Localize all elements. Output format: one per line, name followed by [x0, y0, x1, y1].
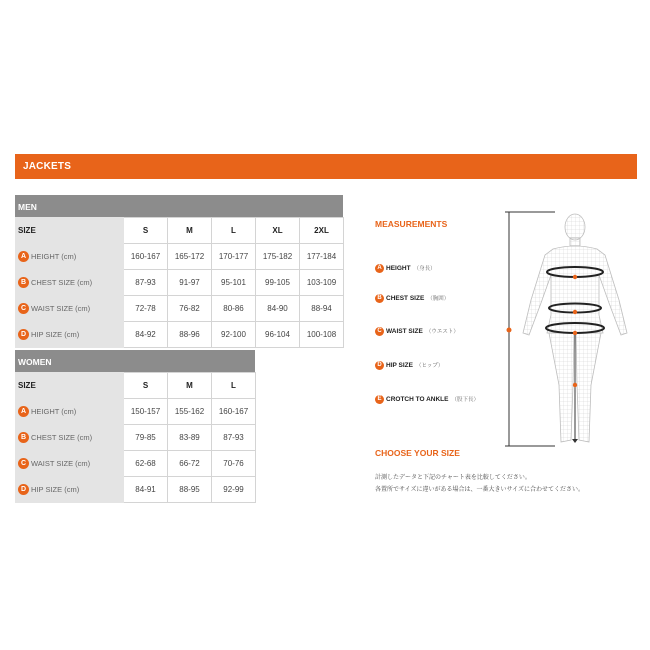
table-cell: 66-72 — [168, 451, 212, 477]
table-cell: 84-90 — [256, 296, 300, 322]
table-cell: 79-85 — [124, 425, 168, 451]
table-cell: 76-82 — [168, 296, 212, 322]
women-size-heading: SIZE — [16, 373, 124, 399]
measurement-badge: B — [375, 294, 384, 303]
women-row-label — [16, 477, 124, 503]
men-row-label — [16, 296, 124, 322]
measurement-badge: D — [375, 361, 384, 370]
choose-note-1: 計測したデータと下記のチャート表を比較してください。 — [375, 475, 531, 481]
table-row — [16, 296, 344, 322]
measurements-title: MEASUREMENTS — [375, 219, 448, 229]
legend-jp-label: （ヒップ） — [415, 363, 444, 370]
table-cell: 150-157 — [124, 399, 168, 425]
measurement-label: HIP SIZE (cm) — [31, 485, 80, 494]
men-row-label — [16, 322, 124, 348]
table-cell: 92-99 — [212, 477, 256, 503]
men-row-label — [16, 244, 124, 270]
table-cell: 83-89 — [168, 425, 212, 451]
table-cell: 84-92 — [124, 322, 168, 348]
measurement-badge: A — [18, 251, 29, 262]
men-size-table — [15, 217, 344, 348]
table-cell: 88-95 — [168, 477, 212, 503]
legend-item — [375, 361, 443, 370]
banner-title: JACKETS — [23, 161, 72, 172]
table-cell: 87-93 — [212, 425, 256, 451]
table-cell: 165-172 — [168, 244, 212, 270]
table-row — [16, 477, 256, 503]
table-cell: 80-86 — [212, 296, 256, 322]
table-cell: 103-109 — [300, 270, 344, 296]
legend-label: CROTCH TO ANKLE — [386, 396, 449, 404]
measurement-badge: C — [18, 303, 29, 314]
men-size-column-header: XL — [256, 218, 300, 244]
table-cell: 100-108 — [300, 322, 344, 348]
human-body-figure-icon — [495, 205, 635, 455]
measurement-badge: D — [18, 329, 29, 340]
women-header-row — [16, 373, 256, 399]
choose-note-2: 各置所でサイズに違いがある場合は、一番大きいサイズに合わせてください。 — [375, 487, 585, 493]
legend-label: HIP SIZE — [386, 362, 413, 370]
men-size-column-header: S — [124, 218, 168, 244]
table-cell: 99-105 — [256, 270, 300, 296]
women-size-column-header: M — [168, 373, 212, 399]
measurement-badge: D — [18, 484, 29, 495]
women-section-header — [15, 350, 255, 372]
table-cell: 96-104 — [256, 322, 300, 348]
women-row-label — [16, 399, 124, 425]
men-section-title: MEN — [18, 202, 37, 212]
legend-jp-label: （身長） — [413, 266, 436, 273]
women-size-column-header: S — [124, 373, 168, 399]
women-section-title: WOMEN — [18, 357, 52, 367]
jackets-banner — [15, 154, 637, 179]
measurement-badge: E — [375, 395, 384, 404]
table-cell: 62-68 — [124, 451, 168, 477]
measurement-label: CHEST SIZE (cm) — [31, 433, 93, 442]
table-cell: 91-97 — [168, 270, 212, 296]
table-row — [16, 425, 256, 451]
men-row-label — [16, 270, 124, 296]
table-row — [16, 244, 344, 270]
men-size-column-header: L — [212, 218, 256, 244]
measurement-label: HEIGHT (cm) — [31, 407, 77, 416]
men-size-heading: SIZE — [16, 218, 124, 244]
measurement-label: WAIST SIZE (cm) — [31, 459, 91, 468]
table-cell: 70-76 — [212, 451, 256, 477]
measurement-label: WAIST SIZE (cm) — [31, 304, 91, 313]
legend-label: WAIST SIZE — [386, 328, 423, 336]
table-cell: 88-96 — [168, 322, 212, 348]
men-size-column-header: M — [168, 218, 212, 244]
measurement-badge: C — [375, 327, 384, 336]
legend-jp-label: （胸囲） — [427, 296, 450, 303]
women-size-column-header: L — [212, 373, 256, 399]
table-cell: 170-177 — [212, 244, 256, 270]
legend-jp-label: （股下長） — [451, 397, 479, 404]
measurement-label: HEIGHT (cm) — [31, 252, 77, 261]
measurement-badge: B — [18, 277, 29, 288]
measurement-badge: B — [18, 432, 29, 443]
table-cell: 92-100 — [212, 322, 256, 348]
legend-item — [375, 264, 436, 273]
table-cell: 87-93 — [124, 270, 168, 296]
table-row — [16, 270, 344, 296]
table-cell: 84-91 — [124, 477, 168, 503]
measurement-badge: C — [18, 458, 29, 469]
choose-size-title: CHOOSE YOUR SIZE — [375, 448, 460, 458]
legend-item — [375, 294, 449, 303]
table-cell: 155-162 — [168, 399, 212, 425]
table-row — [16, 451, 256, 477]
table-cell: 95-101 — [212, 270, 256, 296]
measurement-label: CHEST SIZE (cm) — [31, 278, 93, 287]
table-cell: 175-182 — [256, 244, 300, 270]
men-section-header — [15, 195, 343, 217]
table-cell: 160-167 — [212, 399, 256, 425]
legend-jp-label: （ウエスト） — [425, 329, 459, 336]
men-size-column-header: 2XL — [300, 218, 344, 244]
women-size-table — [15, 372, 256, 503]
table-cell: 88-94 — [300, 296, 344, 322]
legend-label: HEIGHT — [386, 265, 411, 273]
table-row — [16, 399, 256, 425]
legend-item — [375, 327, 459, 336]
measurement-badge: A — [18, 406, 29, 417]
measurement-label: HIP SIZE (cm) — [31, 330, 80, 339]
men-header-row — [16, 218, 344, 244]
table-cell: 160-167 — [124, 244, 168, 270]
women-row-label — [16, 425, 124, 451]
table-cell: 72-78 — [124, 296, 168, 322]
table-row — [16, 322, 344, 348]
measurement-badge: A — [375, 264, 384, 273]
women-row-label — [16, 451, 124, 477]
legend-label: CHEST SIZE — [386, 295, 425, 303]
table-cell: 177-184 — [300, 244, 344, 270]
legend-item — [375, 395, 479, 404]
